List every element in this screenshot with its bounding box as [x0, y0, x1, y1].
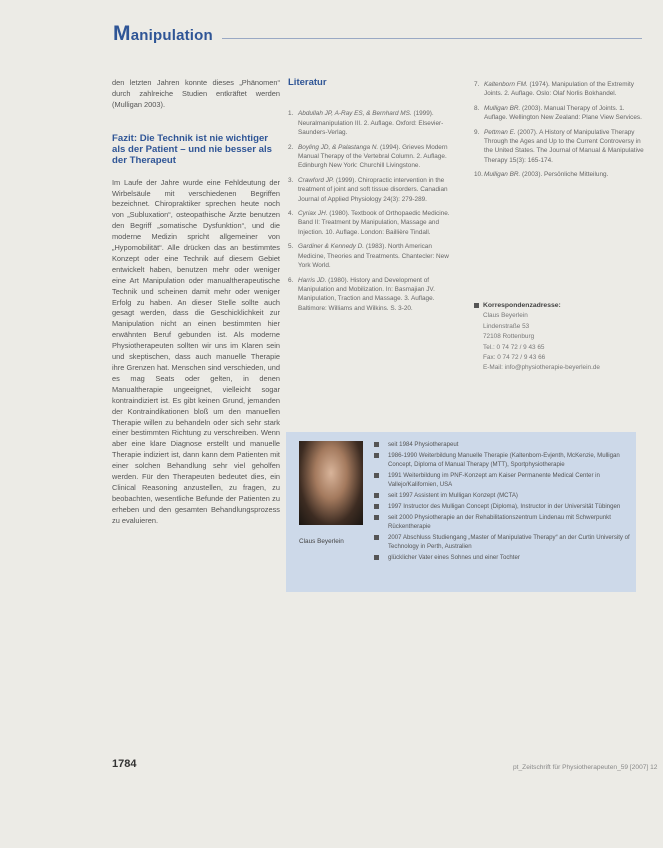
author-photo	[299, 441, 363, 525]
bio-item-text: seit 2000 Physiotherapie an der Rehabilitationszentrum Lindenau mit Schwerpunkt Rückentherapie	[388, 514, 611, 530]
reference-text: (1999). Chiropractic intervention in the treatment of joint and soft tissue disorders. Canadian Journal of Applied Physiology 24(3): 279-289.	[298, 176, 448, 203]
reference-text: (1983). North American Medicine, Theories and Treatments. Chantecler: New York World.	[298, 243, 449, 270]
header-rule	[222, 38, 642, 39]
conclusion-body: Im Laufe der Jahre wurde eine Fehldeutung der Wirbelsäule mit verschiedenen Begriffen bezeichnet. Chiropraktiker sprechen heute noch von „Subluxation“, osteopathische Ärzte benutzen den Begriff „somatische Dysfunktion“, und die moderne Medizin spricht allgemeiner von „Hypomobilität“. Alle drücken das an bestimmtes Konzept oder eine Technik auf diesem Gebiet entwickelt haben, benutzen mehr oder weniger eine Art Manipulation oder manualtherapeutische Technik und scheinen damit mehr oder weniger Erfolg zu haben. An dieser Stelle sollte auch gesagt werden, dass die Geschicklichkeit zur Manipulation nicht an einen bestimmten hier erwähnten Beruf gebunden ist. Als moderne Physiotherapeuten sollten wir uns im Klaren sein und skeptischen, dass auch manuelle Therapie ihre Grenzen hat. Menschen sind verschieden, und es mag Seats oder gelten, in denen Manualtherapie ungeeignet, vielleicht sogar kontraindiziert ist. Es gibt keinen Grund, jemanden der Kontraindikationen bloß um den manuellen Therapie willen zu behandeln oder sich sehr stark einer bestimmten Richtung zu verschreiben. Wenn aber eine klare Diagnose erstellt und manuelle Therapie indiziert ist, dann kann dem Patienten mit einer solchen Behandlung sehr viel geholfen werden. Für den Therapeuten bedeutet dies, ein Clinical Reasoning anzustellen, zu fragen, zu beobachten, wesentliche Befunde der Patienten zu erheben und den gesamten Behandlungsprozess zu evaluieren.	[112, 177, 280, 525]
reference-list	[288, 109, 458, 313]
bio-item	[374, 471, 632, 489]
reference-authors: Harris JD.	[298, 276, 327, 284]
square-bullet-icon	[374, 453, 379, 458]
reference-number: 1.	[288, 110, 294, 118]
section-title	[113, 22, 213, 46]
reference-item	[288, 109, 458, 137]
intro-paragraph: den letzten Jahren konnte dieses „Phänomen“ durch zahlreiche Studien entkräftet werden (Mulligan 2003).	[112, 78, 280, 109]
reference-item	[474, 80, 644, 99]
bio-item	[374, 440, 632, 449]
reference-number: 9.	[474, 128, 480, 136]
section-title-rest: anipulation	[130, 27, 213, 44]
bio-item-text: 1986-1990 Weiterbildung Manuelle Therapie (Kaltenborn-Evjenth, McKenzie, Mulligan Concept, Diploma of Manual Therapy (MTT), Sportphysiotherapie	[388, 452, 620, 468]
contact-fax: Fax: 0 74 72 / 9 43 66	[483, 354, 546, 362]
reference-authors: Kaltenborn FM.	[484, 81, 528, 88]
reference-text: (1974). Manipulation of the Extremity Joints. 2. Auflage. Oslo: Olaf Norlis Bokhandel.	[484, 81, 634, 98]
literature-column	[288, 78, 458, 318]
square-bullet-icon	[374, 473, 379, 478]
reference-item	[288, 276, 458, 314]
reference-item	[288, 176, 458, 204]
contact-city: 72108 Rottenburg	[483, 333, 535, 341]
reference-number: 4.	[288, 210, 294, 218]
reference-text: (2007). A History of Manipulative Therapy Through the Ages and Up to the Current Controversy in the United States. The Journal of Manual & Manipulative Therapy 15(3): 165-174.	[484, 128, 644, 164]
page-number: 1784	[112, 758, 137, 770]
square-bullet-icon	[374, 504, 379, 509]
reference-number: 2.	[288, 143, 294, 151]
reference-authors: Boyling JD, & Palastanga N.	[298, 143, 379, 151]
reference-item	[288, 143, 458, 171]
reference-text: (2003). Persönliche Mitteilung.	[520, 171, 609, 179]
square-bullet-icon	[374, 555, 379, 560]
reference-authors: Abdullah JP, A-Ray ES, & Bernhard MS.	[298, 110, 412, 118]
author-bio-list	[374, 440, 632, 564]
reference-number: 6.	[288, 276, 294, 284]
bio-item-text: seit 1984 Physiotherapeut	[388, 441, 459, 448]
conclusion-heading: Fazit: Die Technik ist nie wichtiger als der Patient – und nie besser als der Therapeut	[112, 132, 272, 167]
reference-text: (1980). History and Development of Manipulation and Mobilization. In: Basmajian JV. Manipulation, Traction and Massage. 3. Auflage. Baltimore: Williams and Wilkins. S. 3-20.	[298, 276, 435, 312]
reference-number: 3.	[288, 176, 294, 184]
square-bullet-icon	[474, 303, 479, 308]
reference-number: 8.	[474, 104, 480, 112]
bio-item	[374, 491, 632, 500]
reference-item	[474, 128, 644, 166]
article-column-1	[112, 78, 280, 527]
contact-name: Claus Beyerlein	[483, 312, 528, 320]
contact-street: Lindenstraße 53	[483, 322, 530, 330]
journal-footer: pt_Zeitschrift für Physiotherapeuten_59 [2007] 12	[513, 764, 658, 771]
bio-item-text: 1997 Instructor des Mulligan Concept (Diploma), Instructor in der Universität Tübingen	[388, 503, 621, 510]
bio-item	[374, 513, 632, 531]
reference-item	[288, 242, 458, 270]
bio-item	[374, 502, 632, 511]
reference-text: (2003). Manual Therapy of Joints. 1. Auflage. Wellington New Zealand: Plane View Services.	[484, 104, 642, 122]
contact-email: E-Mail: info@physiotherapie-beyerlein.de	[483, 364, 600, 372]
reference-item	[474, 170, 644, 179]
bio-item-text: 2007 Abschluss Studiengang „Master of Manipulative Therapy“ an der Curtin University of Technology in Perth, Australien	[388, 534, 630, 550]
author-photo-caption: Claus Beyerlein	[299, 538, 344, 545]
bio-item-text: 1991 Weiterbildung im PNF-Konzept am Kaiser Permanente Medical Center in Vallejo/Kalifornien, USA	[388, 472, 600, 488]
bio-item-text: glücklicher Vater eines Sohnes und einer Tochter	[388, 554, 520, 561]
contact-label-text: Korrespondenzadresse:	[483, 302, 561, 309]
contact-phone: Tel.: 0 74 72 / 9 43 65	[483, 343, 545, 351]
reference-item	[474, 104, 644, 123]
section-title-initial: M	[113, 22, 131, 45]
reference-authors: Mulligan BR.	[484, 104, 521, 112]
reference-authors: Pettman E.	[484, 128, 516, 136]
reference-number: 5.	[288, 243, 294, 251]
literature-heading: Literatur	[288, 77, 327, 88]
reference-list-continued	[474, 80, 644, 180]
square-bullet-icon	[374, 493, 379, 498]
bio-item	[374, 451, 632, 469]
bio-item	[374, 553, 632, 562]
square-bullet-icon	[374, 442, 379, 447]
bio-item-text: seit 1997 Assistent im Mulligan Konzept (MCTA)	[388, 492, 518, 499]
reference-item	[288, 209, 458, 237]
square-bullet-icon	[374, 535, 379, 540]
literature-column-continued	[474, 80, 644, 185]
bio-item	[374, 533, 632, 551]
reference-number: 10.	[474, 171, 483, 179]
reference-text: (1999). Neuralmanipulation III. 2. Auflage. Oxford: Elsevier-Saunders-Verlag.	[298, 110, 444, 137]
reference-text: (1980). Textbook of Orthopaedic Medicine. Band II: Treatment by Manipulation, Massage and Injection. 10. Auflage. London: Baillière Tindall.	[298, 210, 450, 236]
reference-authors: Cyriax JH.	[298, 210, 328, 218]
contact-lines	[474, 311, 649, 373]
contact-block	[474, 301, 649, 374]
reference-authors: Mulligan BR.	[484, 171, 521, 179]
square-bullet-icon	[374, 515, 379, 520]
reference-text: (1994). Grieves Modern Manual Therapy of the Vertebral Column. 2. Auflage. Edinburgh New York: Churchill Livingstone.	[298, 143, 448, 170]
reference-authors: Gardiner & Kennedy D.	[298, 243, 365, 251]
contact-label	[474, 301, 649, 311]
reference-authors: Crawford JP.	[298, 176, 335, 184]
reference-number: 7.	[474, 81, 480, 88]
